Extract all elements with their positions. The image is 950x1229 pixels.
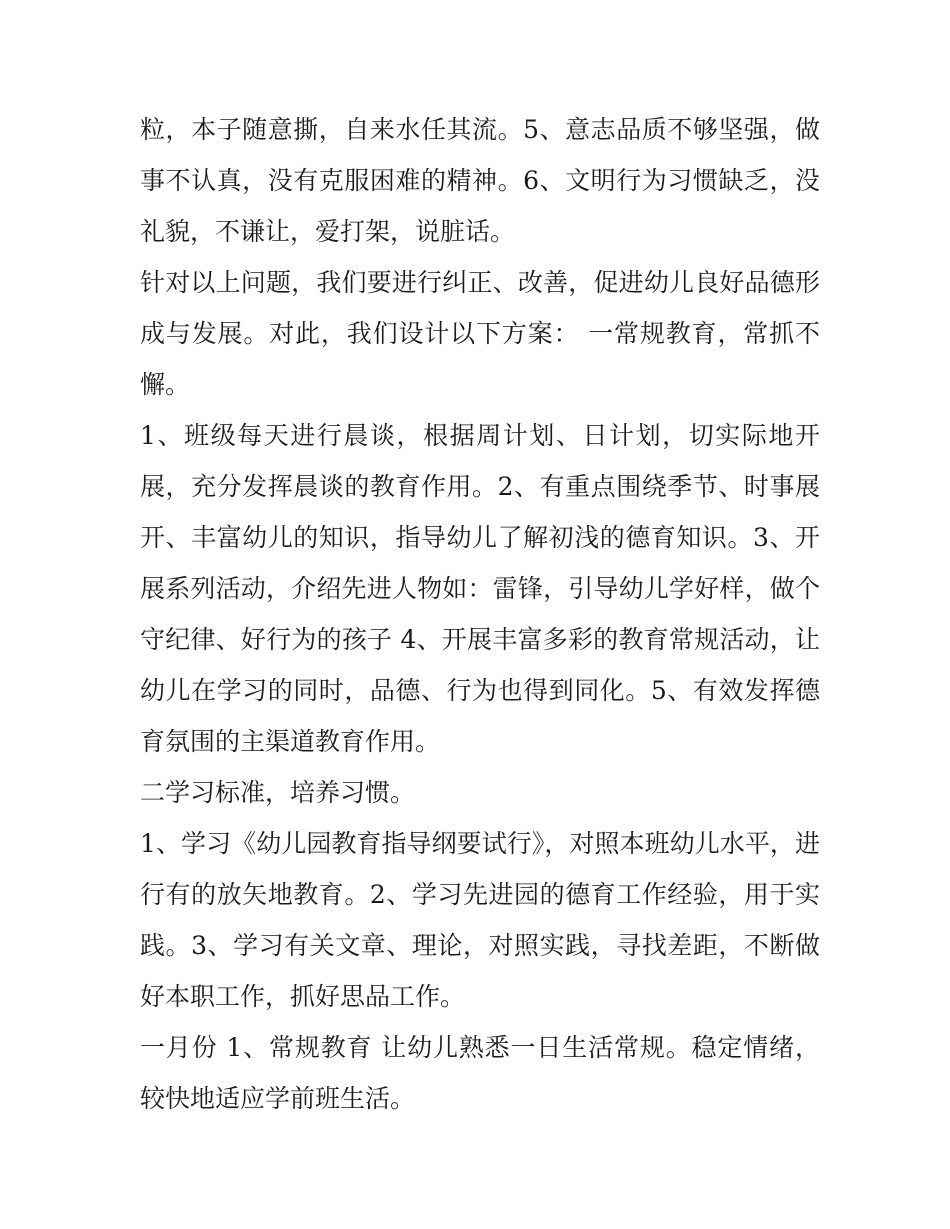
paragraph-3: 1、班级每天进行晨谈，根据周计划、日计划，切实际地开展，充分发挥晨谈的教育作用。2、有重点围绕季节、时事展开、丰富幼儿的知识，指导幼儿了解初浅的德育知识。3、开展系列活动，介绍先进人物如：雷锋，引导幼儿学好样，做个守纪律、好行为的孩子 4、开展丰富多彩的教育常规活动，让幼儿在学习的同时，品德、行为也得到同化。5、有效发挥德育氛围的主渠道教育作用。 xyxy=(140,421,820,756)
paragraph-6: 一月份 1、常规教育 让幼儿熟悉一日生活常规。稳定情绪，较快地适应学前班生活。 xyxy=(140,1033,820,1113)
paragraph-4: 二学习标准，培养习惯。 xyxy=(140,778,416,807)
paragraph-2: 针对以上问题，我们要进行纠正、改善，促进幼儿良好品德形成与发展。对此，我们设计以下方案： 一常规教育，常抓不懈。 xyxy=(140,268,820,399)
paragraph-5: 1、学习《幼儿园教育指导纲要试行》，对照本班幼儿水平，进行有的放矢地教育。2、学习先进园的德育工作经验，用于实践。3、学习有关文章、理论，对照实践，寻找差距，不断做好本职工作，抓好思品工作。 xyxy=(140,829,820,1011)
document-body xyxy=(140,104,820,1124)
paragraph-1: 粒，本子随意撕，自来水任其流。5、意志品质不够坚强，做事不认真，没有克服困难的精神。6、文明行为习惯缺乏，没礼貌，不谦让，爱打架，说脏话。 xyxy=(140,115,820,246)
